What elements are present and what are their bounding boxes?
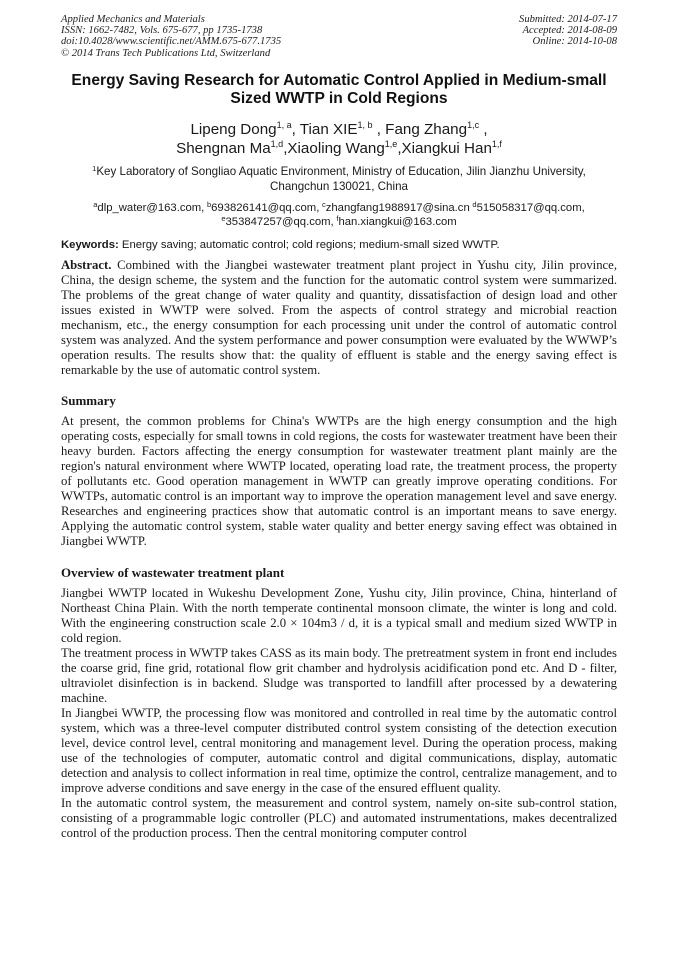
summary-text: At present, the common problems for China's WWTPs are the high energy consumption and the high operating costs, especially for small towns in cold regions, the costs for wastewater treatment have been their heavy burden. Factors affecting the energy consumption for wastewater treatment plant mainly are the region's natural environment where WWTP located, operating load rate, the treatment process, the property of pollutants etc. Good operation management in WWTP can greatly improve operating conditions. For WWTPs, automatic control is an important way to improve the operation management level and save energy. Researches and engineering practices show that automatic control is an important means to save energy. Applying the automatic control system, stable water quality and better energy saving effect was obtained in Jiangbei WWTP.	[61, 413, 617, 548]
email-entry[interactable]	[206, 199, 320, 214]
email-address: zhangfang1988917@sina.cn	[325, 201, 470, 214]
author-name: Xiaoling Wang	[287, 139, 385, 157]
summary-heading: Summary	[61, 392, 116, 408]
submission-dates	[519, 14, 617, 59]
author	[300, 121, 381, 138]
email-list	[61, 201, 617, 229]
paper-page	[61, 14, 617, 841]
author	[402, 140, 502, 157]
author-name: Lipeng Dong	[190, 120, 277, 138]
overview-paragraph: In the automatic control system, the measurement and control system, namely on-site sub-control station, consisting of a programmable logic controller (PLC) and automated instrumentations, makes decentralized control of the production process. Then the central monitoring computer control	[61, 795, 617, 840]
email-entry[interactable]	[321, 199, 470, 214]
affiliation-sup: 1	[92, 163, 97, 173]
author-sep: ,	[397, 139, 402, 157]
author	[287, 140, 401, 157]
paper-title: Energy Saving Research for Automatic Control Applied in Medium-small Sized WWTP in Cold Regions	[71, 71, 607, 107]
author-sep: ,	[372, 120, 381, 138]
journal-issn: ISSN: 1662-7482, Vols. 675-677, pp 1735-1738	[61, 25, 263, 37]
overview-heading: Overview of wastewater treatment plant	[61, 564, 285, 580]
author-sup: 1, b	[357, 119, 373, 130]
affiliation	[61, 164, 617, 194]
date-submitted: Submitted: 2014-07-17	[519, 14, 617, 25]
email-sup: e	[221, 213, 226, 223]
journal-name: Applied Mechanics and Materials	[61, 14, 205, 25]
overview-paragraph: The treatment process in WWTP takes CASS as its main body. The pretreatment system in front end includes the coarse grid, fine grid, rotational flow grit chamber and hydrolysis acidification pond etc. And D - filter, ultraviolet disinfection is in backend. Sludge was transported to landfill after processed by a dewatering machine.	[61, 645, 617, 705]
email-entry[interactable]	[336, 213, 457, 228]
author-name: Tian XIE	[299, 120, 358, 138]
date-online: Online: 2014-10-08	[532, 36, 617, 48]
journal-copyright: © 2014 Trans Tech Publications Ltd, Switzerland	[61, 47, 271, 59]
author	[190, 121, 299, 138]
author-sup: 1,c	[467, 119, 480, 130]
journal-info	[61, 14, 281, 59]
abstract	[61, 258, 617, 378]
journal-header	[61, 14, 617, 59]
author	[176, 140, 287, 157]
abstract-label: Abstract.	[61, 257, 112, 272]
email-entry[interactable]	[221, 213, 334, 228]
email-sup: f	[336, 213, 339, 223]
email-address: han.xiangkui@163.com	[338, 215, 457, 228]
author-sup: 1, a	[276, 119, 292, 130]
email-address: 515058317@qq.com,	[476, 201, 585, 214]
affiliation-line-1: Key Laboratory of Songliao Aquatic Environment, Ministry of Education, Jilin Jianzhu University,	[96, 164, 586, 178]
email-address: 353847257@qq.com,	[225, 215, 334, 228]
author-name: Shengnan Ma	[176, 139, 271, 157]
author-sup: 1,d	[270, 138, 284, 149]
author-name: Fang Zhang	[385, 120, 468, 138]
email-address: dlp_water@163.com,	[97, 201, 205, 214]
overview-paragraph: In Jiangbei WWTP, the processing flow was monitored and controlled in real time by the automatic control system, which was a three-level computer distributed control system consisting of the detection execution level, device control level, central monitoring and management level. During the operation process, making use of the technologies of computer, automatic control and digital communications, display, automatic detection and analysis to collect information in real time, optimize the control, centralize management, and to improve adverse conditions and save energy in the case of the ensured effluent quality.	[61, 705, 617, 795]
author-sep: ,	[291, 120, 300, 138]
author-sep: ,	[479, 120, 488, 138]
email-sup: d	[472, 199, 477, 209]
email-sup: c	[321, 199, 326, 209]
date-accepted: Accepted: 2014-08-09	[522, 25, 617, 37]
email-entry[interactable]	[93, 199, 205, 214]
overview-paragraph: Jiangbei WWTP located in Wukeshu Development Zone, Yushu city, Jilin province, China, hinterland of Northeast China Plain. With the north temperate continental monsoon climate, the winter is long and cold. With the engineering construction scale 2.0 × 104m3 / d, it is a typical small and medium sized WWTP in cold region.	[61, 585, 617, 645]
author-sep: ,	[283, 139, 288, 157]
author-sup: 1,e	[384, 138, 398, 149]
abstract-text: Combined with the Jiangbei wastewater treatment plant project in Yushu city, Jilin province, China, the design scheme, the system and the function for the automatic control system were summarized. The problems of the great change of water quality and quantity, dissatisfaction of design load and other issues existed in WWTP were solved. From the aspects of control strategy and microbial reaction mechanism, etc., the energy consumption for each processing unit under the control of automatic control system was analyzed. And the system performance and power consumption were evaluated by the WWWP’s operation results. The results show that: the quality of effluent is stable and the energy saving effect is remarkable by the use of automatic control system.	[61, 257, 617, 377]
author-sup: 1,f	[491, 138, 502, 149]
keywords-label: Keywords:	[61, 238, 119, 251]
keywords-text: Energy saving; automatic control; cold regions; medium-small sized WWTP.	[121, 238, 500, 251]
author-list	[61, 120, 617, 158]
author	[385, 121, 487, 138]
journal-doi[interactable]: doi:10.4028/www.scientific.net/AMM.675-677.1735	[61, 36, 282, 48]
keywords	[61, 238, 617, 252]
email-address: 693826141@qq.com,	[211, 201, 320, 214]
email-entry[interactable]	[472, 199, 585, 214]
author-name: Xiangkui Han	[401, 139, 492, 157]
affiliation-line-2: Changchun 130021, China	[270, 179, 408, 193]
email-sup: b	[206, 199, 212, 209]
email-sup: a	[93, 199, 98, 209]
